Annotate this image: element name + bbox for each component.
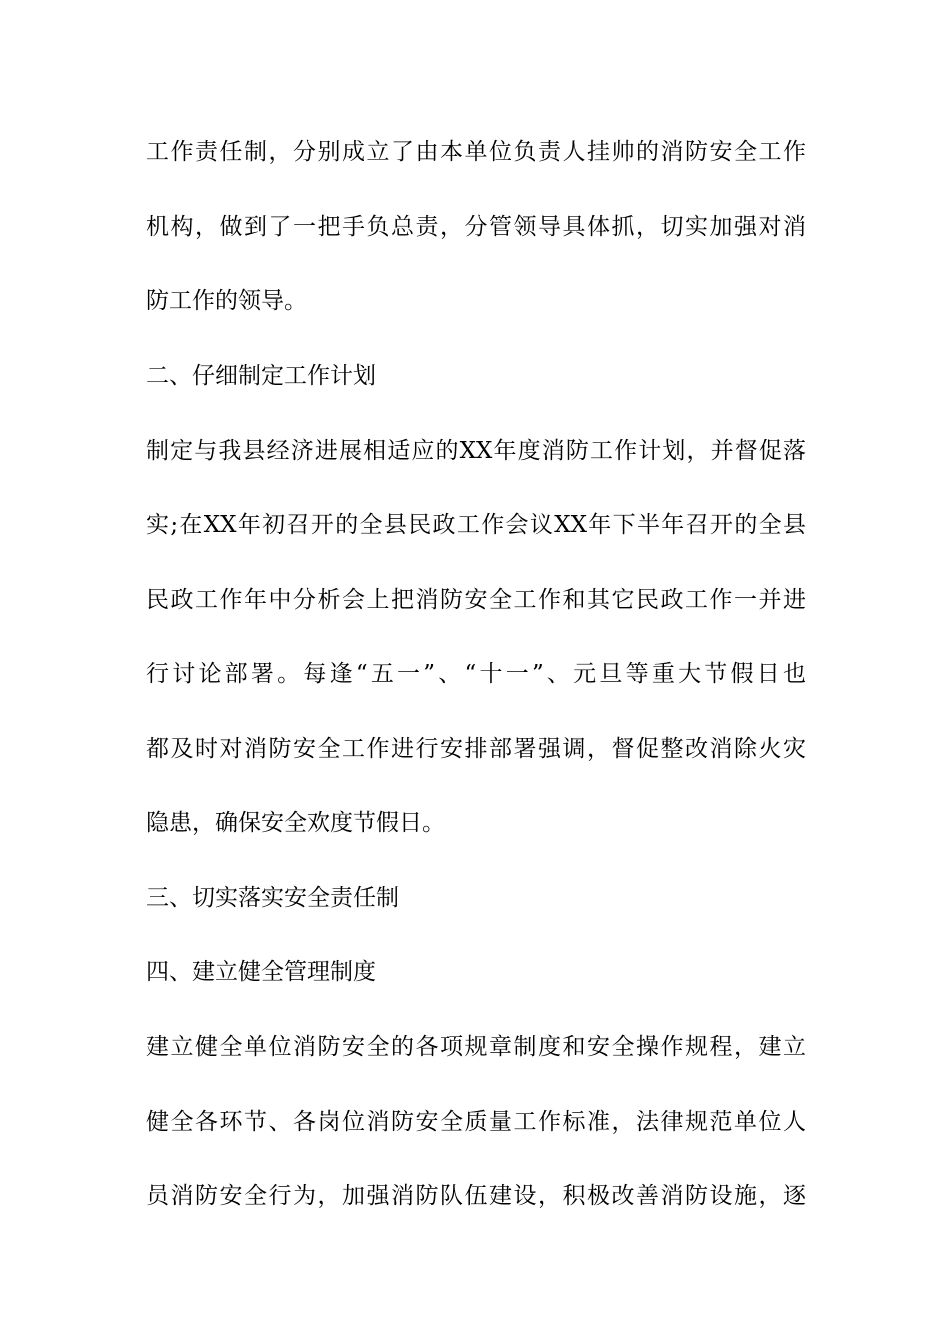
- section-heading: 三、切实落实安全责任制: [146, 885, 399, 911]
- body-text-line: 健全各环节、各岗位消防安全质量工作标准，法律规范单位人: [146, 1109, 806, 1135]
- body-text-line: 工作责任制，分别成立了由本单位负责人挂帅的消防安全工作: [146, 139, 806, 165]
- body-text-line: 制定与我县经济进展相适应的XX年度消防工作计划，并督促落: [146, 438, 806, 464]
- body-text-line: 民政工作年中分析会上把消防安全工作和其它民政工作一并进: [146, 587, 806, 613]
- section-heading: 四、建立健全管理制度: [146, 959, 376, 985]
- body-text-line: 隐患，确保安全欢度节假日。: [146, 810, 445, 836]
- body-text-line: 员消防安全行为，加强消防队伍建设，积极改善消防设施，逐: [146, 1183, 806, 1209]
- body-text-line: 实;在XX年初召开的全县民政工作会议XX年下半年召开的全县: [146, 512, 806, 538]
- body-text-line: 建立健全单位消防安全的各项规章制度和安全操作规程，建立: [146, 1034, 806, 1060]
- body-text-line: 都及时对消防安全工作进行安排部署强调，督促整改消除火灾: [146, 736, 806, 762]
- body-text-line: 机构，做到了一把手负总责，分管领导具体抓，切实加强对消: [146, 214, 806, 240]
- body-text-line: 行讨论部署。每逢“五一”、“十一”、元旦等重大节假日也: [146, 661, 806, 687]
- section-heading: 二、仔细制定工作计划: [146, 363, 376, 389]
- body-text-line: 防工作的领导。: [146, 288, 307, 314]
